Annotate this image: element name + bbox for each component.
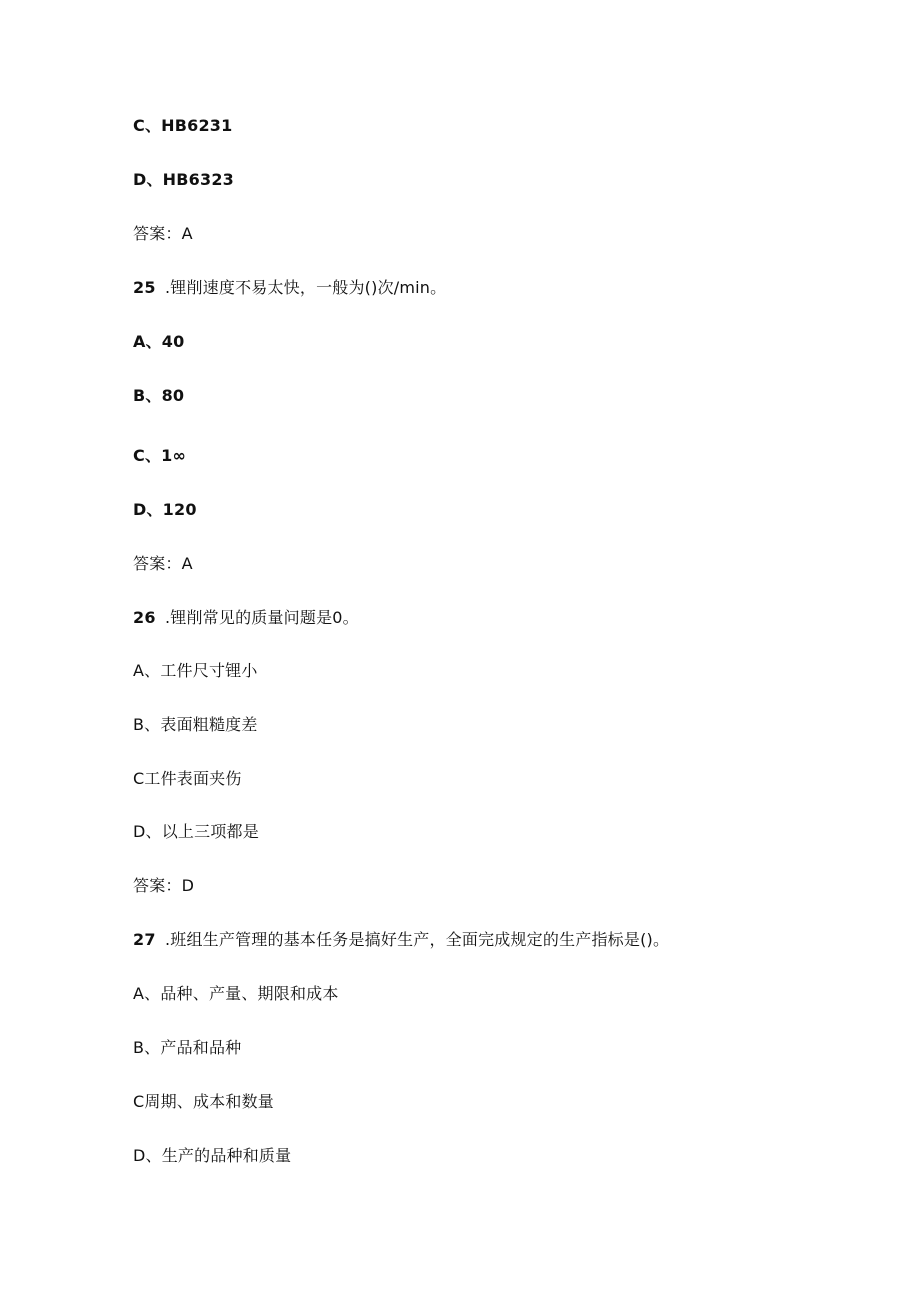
- question-text: .锂削速度不易太快，一般为()次/min。: [165, 278, 447, 297]
- question-26: [133, 608, 359, 628]
- option-b-q27: B、产品和品种: [133, 1038, 242, 1057]
- question-number: 26: [133, 608, 156, 627]
- answer-q24: 答案：A: [133, 224, 193, 243]
- option-a-q26: A、工件尺寸锂小: [133, 661, 258, 680]
- option-c-q26: C工件表面夹伤: [133, 769, 242, 788]
- option-d-q24: D、HB6323: [133, 170, 234, 189]
- option-b-q25: B、80: [133, 386, 185, 405]
- option-d-q27: D、生产的品种和质量: [133, 1146, 292, 1165]
- answer-q25: 答案：A: [133, 554, 193, 573]
- option-a-q25: A、40: [133, 332, 185, 351]
- option-b-q26: B、表面粗糙度差: [133, 715, 258, 734]
- option-c-q25: C、1∞: [133, 446, 187, 465]
- option-a-q27: A、品种、产量、期限和成本: [133, 984, 339, 1003]
- question-number: 25: [133, 278, 156, 297]
- option-d-q26: D、以上三项都是: [133, 822, 259, 841]
- option-d-q25: D、120: [133, 500, 197, 519]
- question-text: .锂削常见的质量问题是0。: [165, 608, 359, 627]
- question-27: [133, 930, 669, 950]
- option-c-q27: C周期、成本和数量: [133, 1092, 274, 1111]
- question-25: [133, 278, 446, 298]
- answer-q26: 答案：D: [133, 876, 195, 895]
- option-c-q24: C、HB6231: [133, 116, 233, 135]
- question-text: .班组生产管理的基本任务是搞好生产，全面完成规定的生产指标是()。: [165, 930, 670, 949]
- question-number: 27: [133, 930, 156, 949]
